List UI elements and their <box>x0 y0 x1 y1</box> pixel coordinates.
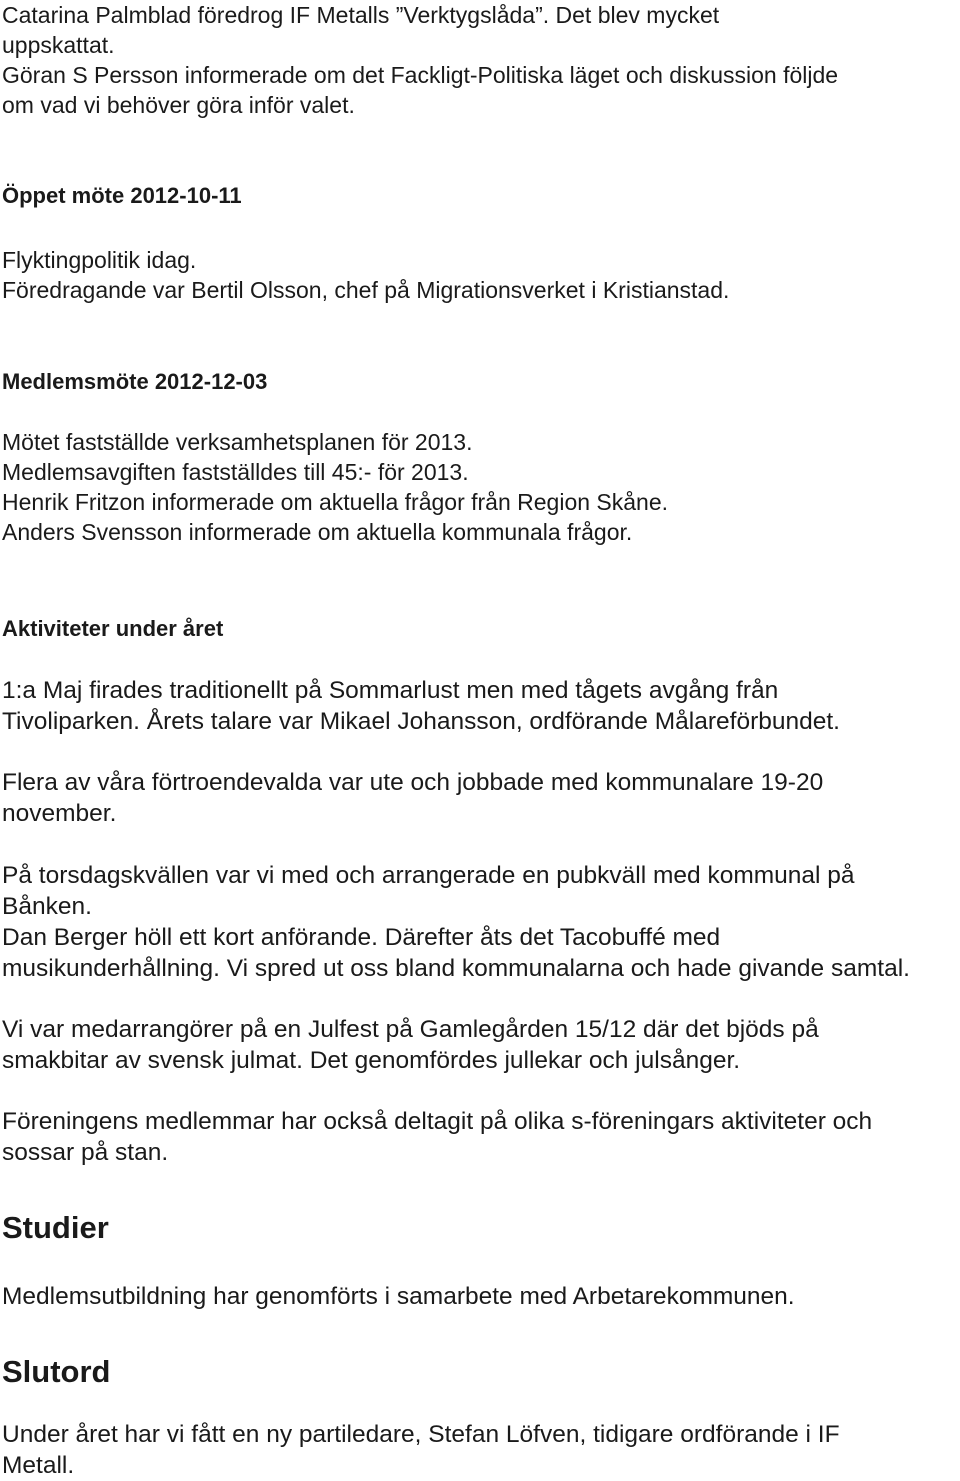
body-line: Dan Berger höll ett kort anförande. Därefter åts det Tacobuffé med <box>2 924 721 951</box>
aktiviteter-paragraph <box>2 675 840 737</box>
body-line: Henrik Fritzon informerade om aktuella frågor från Region Skåne. <box>2 489 669 515</box>
body-line: smakbitar av svensk julmat. Det genomfördes jullekar och julsånger. <box>2 1047 741 1074</box>
body-line: Mötet fastställde verksamhetsplanen för 2013. <box>2 429 473 455</box>
oppet-mote-body <box>2 245 729 305</box>
body-line: På torsdagskvällen var vi med och arrangerade en pubkväll med kommunal på <box>2 862 855 889</box>
body-line: Tivoliparken. Årets talare var Mikael Johansson, ordförande Målareförbundet. <box>2 708 840 735</box>
body-line: Metall. <box>2 1452 75 1479</box>
body-line: Vi var medarrangörer på en Julfest på Gamlegården 15/12 där det bjöds på <box>2 1016 819 1043</box>
body-line: Föreningens medlemmar har också deltagit på olika s-föreningars aktiviteter och <box>2 1108 873 1135</box>
body-line: Flera av våra förtroendevalda var ute och jobbade med kommunalare 19-20 <box>2 769 824 796</box>
body-line: Medlemsavgiften fastställdes till 45:- för 2013. <box>2 459 469 485</box>
body-line: november. <box>2 800 117 827</box>
oppet-mote-heading: Öppet möte 2012-10-11 <box>2 183 242 208</box>
intro-line: om vad vi behöver göra inför valet. <box>2 92 355 118</box>
body-line: Under året har vi fått en ny partiledare, Stefan Löfven, tidigare ordförande i IF <box>2 1421 840 1448</box>
medlemsmote-heading: Medlemsmöte 2012-12-03 <box>2 369 268 394</box>
body-line: 1:a Maj firades traditionellt på Sommarlust men med tågets avgång från <box>2 677 779 704</box>
intro-line: Catarina Palmblad föredrog IF Metalls ”Verktygslåda”. Det blev mycket <box>2 2 720 28</box>
body-line: Föredragande var Bertil Olsson, chef på Migrationsverket i Kristianstad. <box>2 277 730 303</box>
body-line: musikunderhållning. Vi spred ut oss bland kommunalarna och hade givande samtal. <box>2 955 910 982</box>
intro-line: uppskattat. <box>2 32 115 58</box>
aktiviteter-paragraph <box>2 767 823 829</box>
body-line: Flyktingpolitik idag. <box>2 247 197 273</box>
slutord-body <box>2 1419 840 1481</box>
aktiviteter-paragraph <box>2 1106 872 1168</box>
body-line: Anders Svensson informerade om aktuella kommunala frågor. <box>2 519 633 545</box>
body-line: Bånken. <box>2 893 92 920</box>
studier-body <box>2 1281 795 1312</box>
slutord-heading: Slutord <box>2 1354 111 1389</box>
intro-line: Göran S Persson informerade om det Fackligt-Politiska läget och diskussion följde <box>2 62 839 88</box>
aktiviteter-heading: Aktiviteter under året <box>2 616 224 641</box>
aktiviteter-paragraph <box>2 1014 819 1076</box>
body-line: Medlemsutbildning har genomförts i samarbete med Arbetarekommunen. <box>2 1283 795 1310</box>
body-line: sossar på stan. <box>2 1139 169 1166</box>
intro-section <box>2 0 838 120</box>
medlemsmote-body <box>2 427 668 547</box>
studier-heading: Studier <box>2 1210 109 1245</box>
aktiviteter-paragraph <box>2 860 910 984</box>
